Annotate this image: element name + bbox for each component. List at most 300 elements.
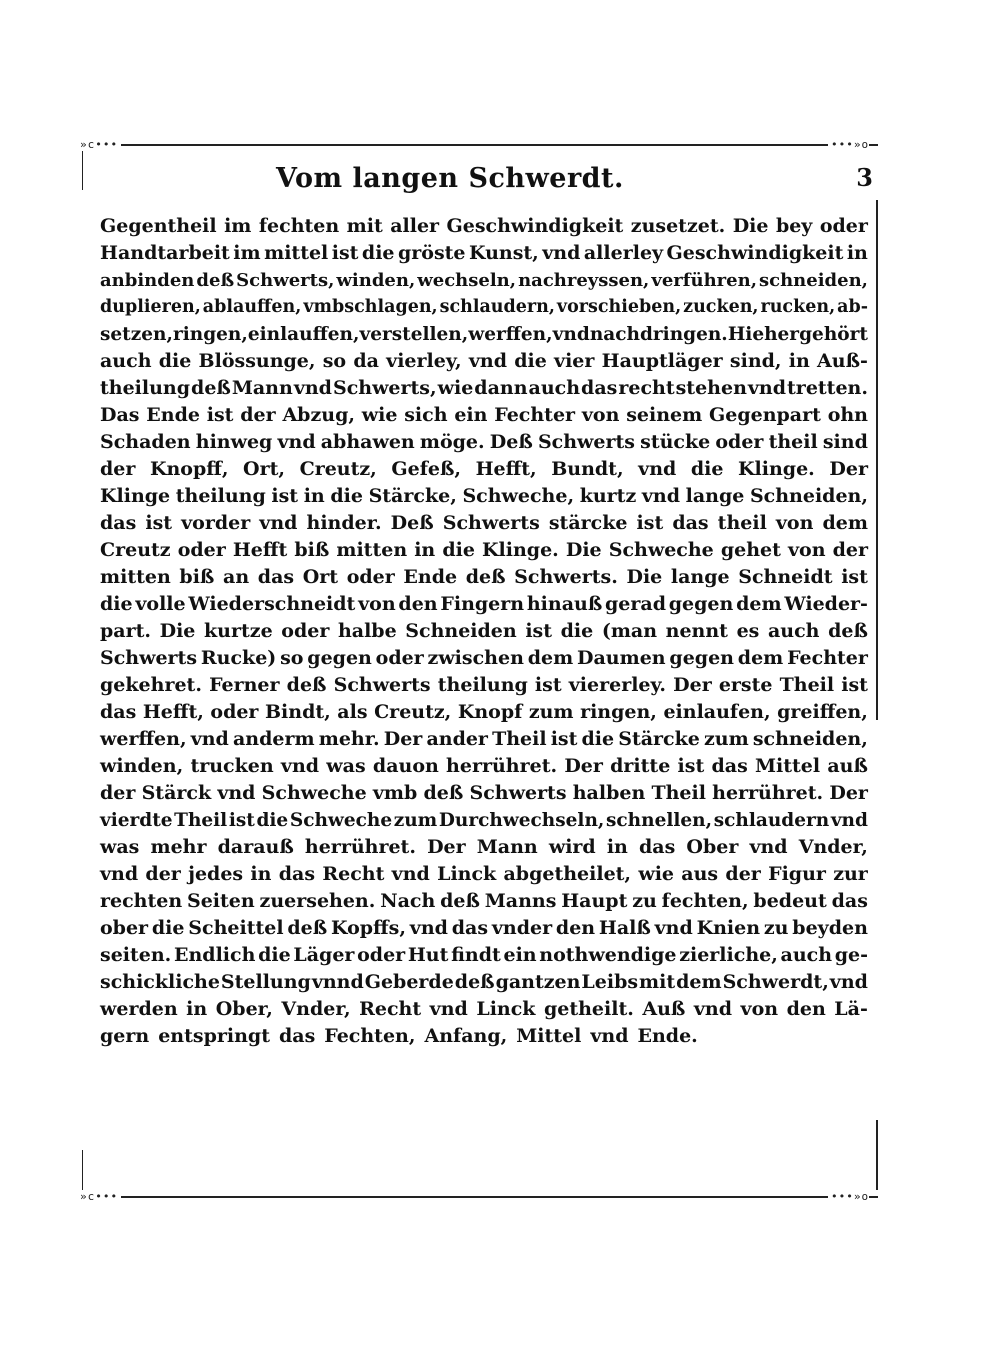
- word: ab-: [837, 297, 868, 317]
- word: kurtz: [579, 485, 637, 507]
- word: ist: [525, 620, 553, 642]
- word: lange: [685, 485, 745, 507]
- word: die: [258, 944, 291, 966]
- word: oder: [375, 647, 424, 669]
- text-line: [100, 375, 868, 402]
- word: mehr: [150, 836, 207, 858]
- word: nothwendige: [539, 944, 677, 966]
- word: halbe: [337, 620, 397, 642]
- word: fechten,: [661, 890, 749, 912]
- word: Vnder,: [798, 836, 868, 858]
- word: deß: [191, 377, 231, 399]
- word: Hut: [407, 944, 449, 966]
- word: ge-: [834, 944, 868, 966]
- word: Rucke): [200, 647, 277, 669]
- word: Blössunge,: [198, 350, 316, 372]
- text-line: [100, 1023, 868, 1050]
- word: schneiden,: [759, 270, 868, 291]
- word: auch: [780, 944, 833, 966]
- word: Ende: [146, 404, 200, 426]
- word: Knien: [696, 917, 761, 939]
- word: oder: [346, 566, 395, 588]
- word: Mittel: [516, 1025, 582, 1047]
- word: gern: [100, 1025, 150, 1047]
- text-line: [100, 618, 868, 645]
- word: auß: [827, 755, 868, 777]
- word: Ferner: [209, 674, 280, 696]
- word: was: [326, 755, 366, 777]
- word: dem: [736, 593, 782, 615]
- word: aus: [681, 863, 719, 885]
- word: herrühret.: [304, 836, 416, 858]
- word: deß: [286, 674, 327, 696]
- word: Schneiden,: [749, 485, 868, 507]
- word: Linck: [437, 863, 497, 885]
- word: Die: [565, 539, 602, 561]
- word: zum: [704, 728, 749, 750]
- word: Die: [732, 215, 769, 237]
- word: der: [100, 458, 136, 480]
- word: Schweche: [261, 782, 367, 804]
- word: Schwerts: [333, 674, 431, 696]
- word: deß: [287, 917, 328, 939]
- word: oder: [210, 701, 259, 723]
- text-line: [100, 672, 868, 699]
- word: in: [788, 350, 810, 372]
- word: vmbschlagen,: [303, 297, 438, 317]
- word: Der: [427, 836, 466, 858]
- word: Auß: [642, 998, 686, 1020]
- word: dem: [527, 647, 574, 669]
- word: deß: [196, 270, 235, 291]
- word: das: [638, 836, 676, 858]
- word: der: [725, 863, 761, 885]
- word: ist: [841, 674, 868, 696]
- body-text: [100, 213, 868, 1050]
- word: in: [606, 836, 628, 858]
- text-line: [100, 510, 868, 537]
- word: auch: [100, 350, 152, 372]
- word: werffen,: [468, 324, 553, 345]
- word: vnd: [552, 324, 590, 345]
- word: die: [330, 485, 363, 507]
- word: ist: [206, 404, 234, 426]
- word: ist: [228, 810, 255, 831]
- word: Geschwindigkeit: [446, 215, 624, 237]
- word: deß: [454, 971, 495, 993]
- word: sich: [404, 404, 448, 426]
- word: die: [442, 539, 475, 561]
- word: Figur: [768, 863, 826, 885]
- word: Schwerts.: [514, 566, 618, 588]
- word: theil: [768, 431, 818, 453]
- word: an: [223, 566, 250, 588]
- text-line: [100, 537, 868, 564]
- word: Deß: [489, 431, 533, 453]
- word: ist: [550, 728, 578, 750]
- word: gegen: [669, 647, 734, 669]
- word: als: [337, 701, 368, 723]
- text-line: [100, 645, 868, 672]
- word: winden,: [100, 755, 184, 777]
- text-line: [100, 402, 868, 429]
- text-line: [100, 456, 868, 483]
- word: theilung: [100, 377, 191, 399]
- word: Stärck: [141, 782, 212, 804]
- word: part.: [100, 620, 151, 642]
- word: das: [831, 890, 868, 912]
- word: vmb: [372, 782, 418, 804]
- word: Stärcke: [618, 728, 700, 750]
- word: vierdte: [100, 810, 173, 831]
- word: der: [145, 863, 181, 885]
- word: Schwerts: [442, 512, 540, 534]
- word: in: [303, 485, 325, 507]
- word: zum: [393, 810, 438, 831]
- word: volle: [135, 593, 186, 615]
- word: dem: [822, 512, 868, 534]
- word: anbinden: [100, 270, 195, 291]
- word: gerad: [605, 593, 666, 615]
- word: Halß: [598, 917, 651, 939]
- word: Schwerts,: [332, 377, 437, 399]
- word: Schweche,: [462, 485, 575, 507]
- word: Hieher: [727, 324, 800, 345]
- word: Ober: [686, 836, 739, 858]
- word: Haupt: [561, 890, 628, 912]
- text-line: [100, 591, 868, 618]
- word: gehört: [799, 324, 868, 345]
- page-title: Vom langen Schwerdt.: [276, 163, 624, 194]
- word: möge.: [419, 431, 485, 453]
- word: die: [690, 458, 724, 480]
- word: vnd: [641, 485, 680, 507]
- ornament-top-right: •••»o: [828, 139, 869, 151]
- text-line: [100, 321, 868, 348]
- word: ein: [503, 944, 537, 966]
- word: Geschwindigkeit: [666, 242, 844, 264]
- word: das: [581, 377, 618, 399]
- word: rechten: [100, 890, 183, 912]
- word: der: [240, 404, 276, 426]
- word: Der: [383, 728, 423, 750]
- word: schlaudern: [713, 810, 830, 831]
- word: dem: [737, 647, 784, 669]
- text-line: [100, 483, 868, 510]
- word: vnd: [829, 971, 868, 993]
- word: schickliche: [100, 971, 220, 993]
- word: von: [581, 404, 620, 426]
- word: dritte: [610, 755, 671, 777]
- word: so: [280, 647, 304, 669]
- word: zwischen: [427, 647, 524, 669]
- word: die: [514, 350, 547, 372]
- word: von: [358, 593, 396, 615]
- word: vnd: [693, 998, 733, 1020]
- word: seiten.: [100, 944, 172, 966]
- word: die: [256, 810, 289, 831]
- word: schneiden,: [752, 728, 868, 750]
- word: anderm: [232, 728, 315, 750]
- word: die: [560, 620, 594, 642]
- word: von: [775, 512, 814, 534]
- word: (man: [601, 620, 658, 642]
- word: die: [158, 350, 192, 372]
- page-number: 3: [856, 163, 873, 192]
- word: Ende.: [637, 1025, 698, 1047]
- word: im: [224, 215, 252, 237]
- right-border-upper: [876, 200, 878, 720]
- word: Theil: [174, 810, 228, 831]
- word: Bindt,: [264, 701, 331, 723]
- word: Stellung: [220, 971, 311, 993]
- word: Schweche: [608, 539, 714, 561]
- word: ist: [534, 674, 562, 696]
- text-line: [100, 294, 868, 321]
- word: wie: [638, 863, 675, 885]
- word: das: [451, 917, 489, 939]
- word: so: [322, 350, 347, 372]
- word: viererley.: [568, 674, 666, 696]
- text-line: [100, 429, 868, 456]
- word: oder: [177, 539, 226, 561]
- word: in: [846, 242, 868, 264]
- word: trucken: [190, 755, 274, 777]
- word: Endlich: [173, 944, 256, 966]
- word: Schwerts: [469, 782, 567, 804]
- word: das: [100, 512, 137, 534]
- right-border-lower: [876, 1120, 878, 1190]
- text-line: [100, 699, 868, 726]
- word: greiffen,: [777, 701, 868, 723]
- word: vnd: [100, 863, 139, 885]
- word: Ober,: [215, 998, 273, 1020]
- word: vnd: [590, 1025, 629, 1047]
- word: Theil: [651, 782, 706, 804]
- word: Daumen: [577, 647, 666, 669]
- word: sind: [822, 431, 868, 453]
- word: werden: [100, 998, 178, 1020]
- word: nachreyssen,: [518, 270, 650, 291]
- word: deß: [828, 620, 868, 642]
- word: Die: [626, 566, 663, 588]
- word: Ort: [302, 566, 339, 588]
- word: duplieren,: [100, 297, 201, 317]
- word: hinweg: [195, 431, 273, 453]
- text-line: [100, 969, 868, 996]
- word: Schneiden: [405, 620, 517, 642]
- word: Schwerts: [537, 431, 635, 453]
- ornament-bottom-right: •••»o: [828, 1191, 869, 1203]
- bottom-rule: [82, 1196, 878, 1198]
- word: Mann: [476, 836, 538, 858]
- word: fechten: [258, 215, 340, 237]
- word: vnd: [190, 728, 229, 750]
- word: Vnder,: [281, 998, 351, 1020]
- word: vnd: [542, 242, 581, 264]
- word: biß: [179, 566, 215, 588]
- word: Fechten,: [324, 1025, 416, 1047]
- word: Recht: [322, 863, 385, 885]
- word: Ende: [403, 566, 458, 588]
- word: vnd: [293, 377, 332, 399]
- word: vorder: [181, 512, 251, 534]
- word: zu: [632, 890, 657, 912]
- word: oder: [357, 944, 406, 966]
- word: was: [100, 836, 140, 858]
- text-line: [100, 267, 868, 294]
- word: vnd: [749, 836, 788, 858]
- word: das: [100, 701, 137, 723]
- word: dem: [676, 971, 722, 993]
- word: ringen,: [172, 324, 248, 345]
- word: den: [786, 998, 826, 1020]
- word: werffen,: [100, 728, 187, 750]
- word: mitten: [336, 539, 408, 561]
- word: vierley,: [386, 350, 462, 372]
- ornament-top-left: »c•••: [80, 139, 121, 151]
- word: recht: [618, 377, 675, 399]
- word: tretten.: [787, 377, 868, 399]
- word: die: [151, 917, 185, 939]
- word: entspringt: [158, 1025, 270, 1047]
- text-line: [100, 942, 868, 969]
- left-border-lower: [82, 1150, 83, 1190]
- word: Hefft: [232, 539, 288, 561]
- word: allerley: [583, 242, 664, 264]
- word: Kunst,: [468, 242, 539, 264]
- word: nennt: [665, 620, 728, 642]
- word: biß: [294, 539, 330, 561]
- word: ist: [841, 566, 868, 588]
- word: erste: [718, 674, 773, 696]
- text-line: [100, 834, 868, 861]
- text-line: [100, 861, 868, 888]
- text-line: [100, 888, 868, 915]
- word: einlaufen,: [663, 701, 771, 723]
- word: ein: [454, 404, 488, 426]
- word: ist: [145, 512, 173, 534]
- word: Hefft,: [475, 458, 537, 480]
- word: halben: [572, 782, 646, 804]
- word: ist: [331, 242, 359, 264]
- word: Gegentheil: [100, 215, 217, 237]
- word: dann: [474, 377, 528, 399]
- word: kurtze: [204, 620, 273, 642]
- word: gegen: [307, 647, 372, 669]
- word: gegen: [668, 593, 734, 615]
- word: das: [257, 566, 295, 588]
- word: den: [398, 593, 438, 615]
- word: Ort,: [243, 458, 285, 480]
- word: Stärcke,: [368, 485, 457, 507]
- word: von: [740, 998, 779, 1020]
- word: herrühret.: [712, 782, 824, 804]
- word: Schneidt: [738, 566, 833, 588]
- word: Schwerdt,: [722, 971, 829, 993]
- word: hinauß: [526, 593, 603, 615]
- word: der: [832, 539, 868, 561]
- text-line: [100, 996, 868, 1023]
- word: gröste: [397, 242, 466, 264]
- word: stärcke: [548, 512, 628, 534]
- word: nachdringen.: [589, 324, 728, 345]
- word: Gegenpart: [709, 404, 821, 426]
- word: zu: [763, 917, 789, 939]
- word: schlaudern,: [439, 297, 555, 317]
- word: theilung: [437, 674, 528, 696]
- word: Klinge: [100, 485, 171, 507]
- word: oder: [715, 431, 764, 453]
- word: Mann: [231, 377, 293, 399]
- word: Theil: [492, 728, 547, 750]
- word: wechseln,: [417, 270, 517, 291]
- text-line: [100, 915, 868, 942]
- word: zuersehen.: [259, 890, 376, 912]
- word: winden,: [336, 270, 416, 291]
- word: Recht: [359, 998, 422, 1020]
- word: zum: [528, 701, 574, 723]
- word: vnd: [654, 917, 693, 939]
- word: Manns: [484, 890, 557, 912]
- word: setzen,: [100, 324, 173, 345]
- word: theil: [717, 512, 767, 534]
- word: oder: [281, 620, 330, 642]
- text-line: [100, 780, 868, 807]
- word: die: [581, 728, 615, 750]
- word: Gefeß,: [391, 458, 462, 480]
- word: Knopf: [457, 701, 523, 723]
- word: es: [736, 620, 760, 642]
- word: Der: [829, 782, 868, 804]
- word: abgetheilet,: [503, 863, 632, 885]
- word: ringen,: [580, 701, 657, 723]
- word: verführen,: [651, 270, 757, 291]
- word: Fingern: [440, 593, 525, 615]
- word: stehen: [675, 377, 747, 399]
- word: jedes: [188, 863, 244, 885]
- word: ist: [636, 512, 664, 534]
- word: seinem: [626, 404, 703, 426]
- word: Abzug,: [282, 404, 355, 426]
- word: stücke: [640, 431, 711, 453]
- word: gehet: [720, 539, 781, 561]
- word: einlauffen,: [247, 324, 360, 345]
- word: rucken,: [760, 297, 836, 317]
- word: deß: [423, 782, 464, 804]
- word: zur: [833, 863, 868, 885]
- word: sind,: [729, 350, 782, 372]
- word: theilung: [175, 485, 266, 507]
- word: findt: [451, 944, 501, 966]
- word: Der: [564, 755, 603, 777]
- word: Fechter: [494, 404, 576, 426]
- word: vnd: [277, 431, 316, 453]
- text-line: [100, 564, 868, 591]
- word: vnd: [830, 810, 868, 831]
- word: schnellen,: [605, 810, 713, 831]
- word: in: [414, 539, 436, 561]
- word: Auß-: [817, 350, 868, 372]
- word: vnd: [259, 512, 298, 534]
- word: vnder: [491, 917, 553, 939]
- word: Nach: [380, 890, 436, 912]
- word: Schaden: [100, 431, 191, 453]
- text-line: [100, 213, 868, 240]
- word: mit: [346, 215, 383, 237]
- text-line: [100, 726, 868, 753]
- word: bey: [775, 215, 813, 237]
